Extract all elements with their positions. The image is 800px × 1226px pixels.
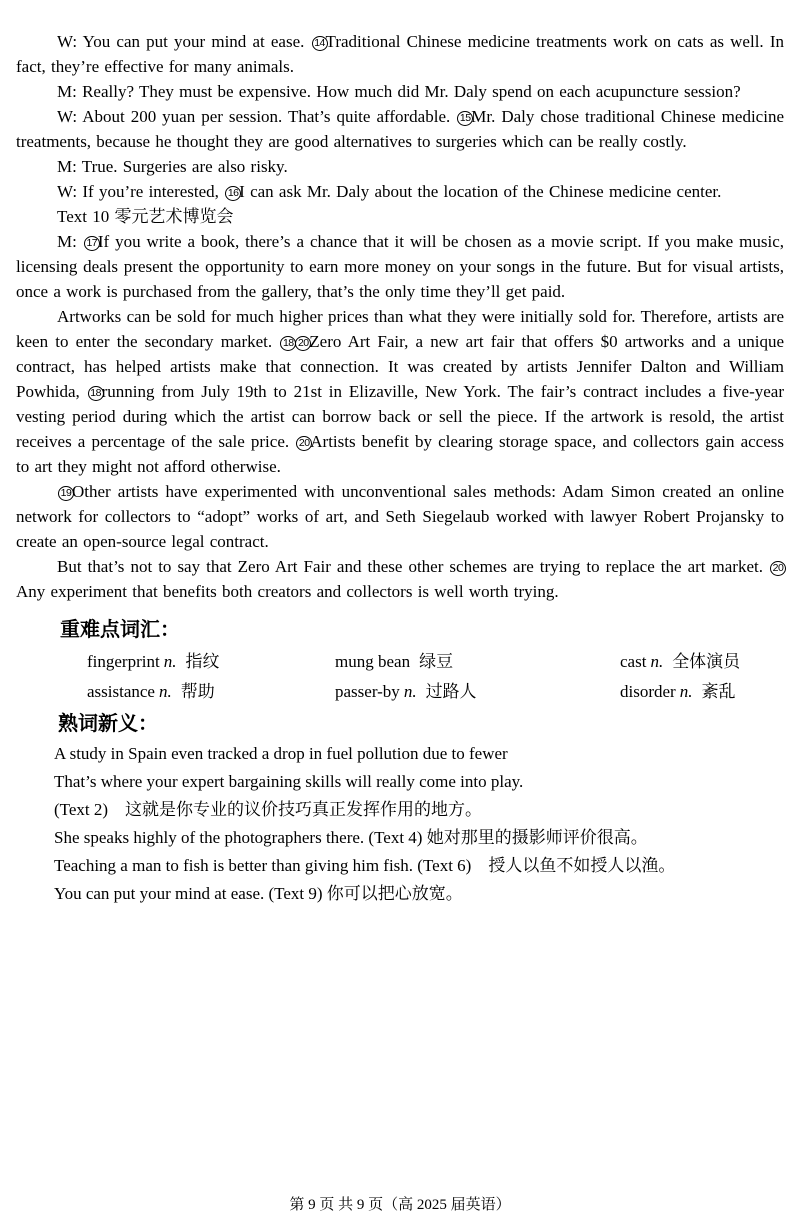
vocab-meaning: 绿豆 <box>419 652 454 671</box>
vocab-row <box>16 647 784 677</box>
listening-transcript <box>16 29 784 604</box>
vocab-pos: n. <box>403 682 417 701</box>
new-meaning-line: (Text 2) 这就是你专业的议价技巧真正发挥作用的地方。 <box>54 800 483 819</box>
new-meaning-line: Teaching a man to fish is better than giving him fish. (Text 6) 授人以鱼不如授人以渔。 <box>54 856 676 875</box>
transcript-paragraph: But that’s not to say that Zero Art Fair and these other schemes are trying to replace the art market. 20Any experiment that benefits both creators and collectors is well worth trying. <box>16 554 784 604</box>
vocab-pos: n. <box>650 652 664 671</box>
vocab-term: disorder <box>620 682 676 701</box>
transcript-paragraph: 19Other artists have experimented with unconventional sales methods: Adam Simon created an online network for collectors to “adopt” works of art, and Seth Siegelaub worked with lawyer Robert Projansky to create an open-source legal contract. <box>16 482 784 551</box>
circled-answer-number: 18 <box>280 336 296 351</box>
vocab-term: cast <box>620 652 647 671</box>
transcript-paragraph: Artworks can be sold for much higher prices than what they were initially sold for. Therefore, artists are keen to enter the secondary market. 18 20Zero Art Fair, a new art fair that offers $0 artworks and a unique contract, has helped artists make that connection. It was created by artists Jennifer Dalton and William Powhida, 18running from July 19th to 21st in Elizaville, New York. The fair’s contract includes a five-year vesting period during which the artist can borrow back or sell the piece. If the artwork is resold, the artist receives a percentage of the sale price. 20Artists benefit by clearing storage space, and collectors gain access to art they might not afford otherwise. <box>16 307 785 476</box>
new-meanings-section-title: 熟词新义： <box>58 713 158 735</box>
circled-answer-number: 20 <box>295 336 311 351</box>
vocab-entry <box>620 647 784 677</box>
circled-answer-number: 20 <box>770 561 786 576</box>
circled-answer-number: 17 <box>84 236 100 251</box>
new-meaning-line: A study in Spain even tracked a drop in fuel pollution due to fewer <box>54 744 508 763</box>
circled-answer-number: 18 <box>88 386 104 401</box>
vocab-pos: n. <box>679 682 693 701</box>
transcript-paragraph: W: About 200 yuan per session. That’s quite affordable. 15Mr. Daly chose traditional Chinese medicine treatments, because he thought they are good alternatives to surgeries which can be really costly. <box>16 107 784 151</box>
circled-answer-number: 20 <box>296 436 312 451</box>
circled-answer-number: 15 <box>457 111 473 126</box>
new-meanings-list <box>16 740 784 908</box>
vocab-entry <box>87 677 335 707</box>
vocab-section-title: 重难点词汇： <box>60 619 180 641</box>
new-meaning-line: That’s where your expert bargaining skills will really come into play. <box>54 772 524 791</box>
new-meaning-line: You can put your mind at ease. (Text 9) 你可以把心放宽。 <box>54 884 463 903</box>
transcript-paragraph: M: True. Surgeries are also risky. <box>57 157 288 176</box>
vocab-entry <box>335 677 620 707</box>
transcript-paragraph: M: Really? They must be expensive. How much did Mr. Daly spend on each acupuncture session? <box>57 82 741 101</box>
text10-heading: Text 10 零元艺术博览会 <box>57 207 234 226</box>
vocab-term: mung bean <box>335 652 411 671</box>
circled-answer-number: 14 <box>312 36 328 51</box>
transcript-paragraph: W: You can put your mind at ease. 14Traditional Chinese medicine treatments work on cats as well. In fact, they’re effective for many animals. <box>16 32 784 76</box>
vocab-entry <box>87 647 335 677</box>
vocab-pos: n. <box>158 682 172 701</box>
vocab-term: passer-by <box>335 682 400 701</box>
circled-answer-number: 16 <box>225 186 241 201</box>
transcript-paragraph: W: If you’re interested, 16I can ask Mr. Daly about the location of the Chinese medicine center. <box>57 182 722 201</box>
vocab-meaning: 过路人 <box>425 682 477 701</box>
new-meaning-line: She speaks highly of the photographers there. (Text 4) 她对那里的摄影师评价很高。 <box>54 828 648 847</box>
page-footer: 第 9 页 共 9 页（高 2025 届英语） <box>289 1197 511 1213</box>
vocab-meaning: 全体演员 <box>672 652 741 671</box>
vocab-entry <box>335 647 620 677</box>
vocab-meaning: 指纹 <box>185 652 220 671</box>
vocab-meaning: 帮助 <box>180 682 215 701</box>
vocab-term: fingerprint <box>87 652 160 671</box>
vocab-pos: n. <box>163 652 177 671</box>
vocab-entry <box>620 677 784 707</box>
vocab-list <box>16 647 784 707</box>
transcript-paragraph: M: 17If you write a book, there’s a chance that it will be chosen as a movie script. If you make music, licensing deals present the opportunity to earn more money on your songs in the future. But for visual artists, once a work is purchased from the gallery, that’s the only time they’ll get paid. <box>16 232 785 301</box>
vocab-meaning: 紊乱 <box>701 682 736 701</box>
vocab-row <box>16 677 784 707</box>
circled-answer-number: 19 <box>58 486 74 501</box>
vocab-term: assistance <box>87 682 155 701</box>
